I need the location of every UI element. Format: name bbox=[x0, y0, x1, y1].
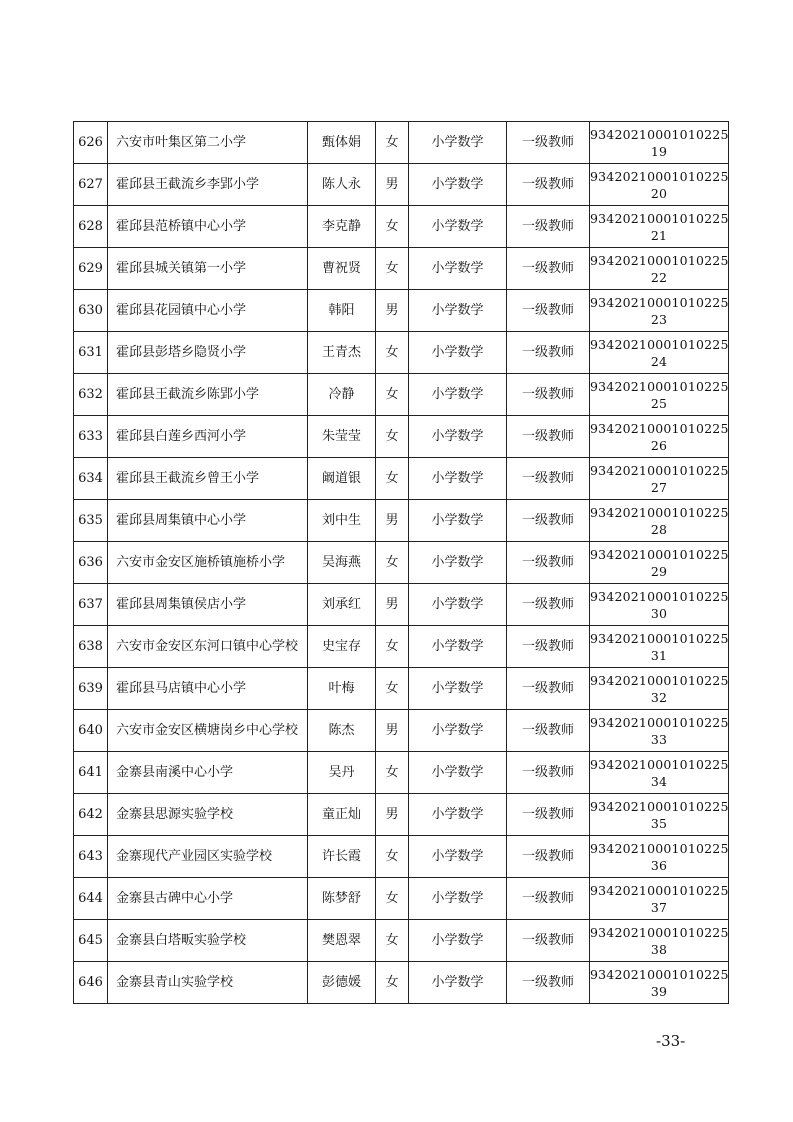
certificate-number-line: 31 bbox=[650, 647, 668, 663]
professional-title-cell: 一级教师 bbox=[507, 626, 590, 668]
teacher-name-cell: 史宝存 bbox=[308, 626, 376, 668]
school-name-cell: 霍邱县范桥镇中心小学 bbox=[108, 206, 308, 248]
certificate-number-line: 93420210001010225 bbox=[590, 420, 729, 436]
certificate-number-line: 93420210001010225 bbox=[590, 756, 729, 772]
gender-cell: 女 bbox=[376, 332, 409, 374]
subject-cell: 小学数学 bbox=[409, 248, 507, 290]
certificate-number-line: 93420210001010225 bbox=[590, 924, 729, 940]
certificate-number-line: 19 bbox=[650, 143, 668, 159]
professional-title-cell: 一级教师 bbox=[507, 584, 590, 626]
subject-cell: 小学数学 bbox=[409, 752, 507, 794]
certificate-number-line: 33 bbox=[650, 731, 668, 747]
table-row bbox=[74, 248, 729, 290]
certificate-number-line: 93420210001010225 bbox=[590, 378, 729, 394]
teacher-name-cell: 阚道银 bbox=[308, 458, 376, 500]
row-number-cell: 634 bbox=[74, 458, 108, 500]
table-row bbox=[74, 710, 729, 752]
school-name-cell: 六安市金安区施桥镇施桥小学 bbox=[108, 542, 308, 584]
row-number-cell: 640 bbox=[74, 710, 108, 752]
certificate-number-cell bbox=[590, 500, 729, 542]
teacher-list-table bbox=[73, 121, 729, 1004]
professional-title-cell: 一级教师 bbox=[507, 248, 590, 290]
teacher-name-cell: 冷静 bbox=[308, 374, 376, 416]
gender-cell: 男 bbox=[376, 584, 409, 626]
school-name-cell: 金寨县古碑中心小学 bbox=[108, 878, 308, 920]
subject-cell: 小学数学 bbox=[409, 626, 507, 668]
professional-title-cell: 一级教师 bbox=[507, 206, 590, 248]
professional-title-cell: 一级教师 bbox=[507, 836, 590, 878]
professional-title-cell: 一级教师 bbox=[507, 752, 590, 794]
school-name-cell: 金寨县青山实验学校 bbox=[108, 962, 308, 1004]
table-row bbox=[74, 836, 729, 878]
subject-cell: 小学数学 bbox=[409, 290, 507, 332]
certificate-number-line: 38 bbox=[650, 941, 668, 957]
table-row bbox=[74, 626, 729, 668]
school-name-cell: 霍邱县花园镇中心小学 bbox=[108, 290, 308, 332]
gender-cell: 女 bbox=[376, 836, 409, 878]
certificate-number-cell bbox=[590, 164, 729, 206]
row-number-cell: 630 bbox=[74, 290, 108, 332]
subject-cell: 小学数学 bbox=[409, 920, 507, 962]
professional-title-cell: 一级教师 bbox=[507, 668, 590, 710]
table-row bbox=[74, 374, 729, 416]
certificate-number-line: 93420210001010225 bbox=[590, 504, 729, 520]
school-name-cell: 霍邱县白莲乡西河小学 bbox=[108, 416, 308, 458]
row-number-cell: 628 bbox=[74, 206, 108, 248]
certificate-number-line: 93420210001010225 bbox=[590, 168, 729, 184]
teacher-name-cell: 陈杰 bbox=[308, 710, 376, 752]
subject-cell: 小学数学 bbox=[409, 668, 507, 710]
gender-cell: 女 bbox=[376, 416, 409, 458]
gender-cell: 男 bbox=[376, 710, 409, 752]
row-number-cell: 627 bbox=[74, 164, 108, 206]
subject-cell: 小学数学 bbox=[409, 332, 507, 374]
gender-cell: 女 bbox=[376, 374, 409, 416]
teacher-name-cell: 朱莹莹 bbox=[308, 416, 376, 458]
teacher-name-cell: 曹祝贤 bbox=[308, 248, 376, 290]
table-row bbox=[74, 290, 729, 332]
gender-cell: 女 bbox=[376, 920, 409, 962]
gender-cell: 女 bbox=[376, 122, 409, 164]
row-number-cell: 636 bbox=[74, 542, 108, 584]
certificate-number-line: 93420210001010225 bbox=[590, 336, 729, 352]
professional-title-cell: 一级教师 bbox=[507, 416, 590, 458]
certificate-number-line: 25 bbox=[650, 395, 668, 411]
row-number-cell: 646 bbox=[74, 962, 108, 1004]
table-row bbox=[74, 500, 729, 542]
subject-cell: 小学数学 bbox=[409, 374, 507, 416]
row-number-cell: 629 bbox=[74, 248, 108, 290]
school-name-cell: 六安市金安区横塘岗乡中心学校 bbox=[108, 710, 308, 752]
certificate-number-line: 93420210001010225 bbox=[590, 798, 729, 814]
certificate-number-cell bbox=[590, 668, 729, 710]
school-name-cell: 霍邱县城关镇第一小学 bbox=[108, 248, 308, 290]
certificate-number-cell bbox=[590, 962, 729, 1004]
school-name-cell: 六安市金安区东河口镇中心学校 bbox=[108, 626, 308, 668]
professional-title-cell: 一级教师 bbox=[507, 164, 590, 206]
teacher-name-cell: 彭德媛 bbox=[308, 962, 376, 1004]
table-row bbox=[74, 878, 729, 920]
school-name-cell: 霍邱县王截流乡陈郢小学 bbox=[108, 374, 308, 416]
professional-title-cell: 一级教师 bbox=[507, 794, 590, 836]
certificate-number-line: 93420210001010225 bbox=[590, 840, 729, 856]
certificate-number-line: 93420210001010225 bbox=[590, 630, 729, 646]
professional-title-cell: 一级教师 bbox=[507, 458, 590, 500]
row-number-cell: 626 bbox=[74, 122, 108, 164]
school-name-cell: 霍邱县彭塔乡隐贤小学 bbox=[108, 332, 308, 374]
gender-cell: 女 bbox=[376, 962, 409, 1004]
gender-cell: 女 bbox=[376, 668, 409, 710]
teacher-name-cell: 樊恩翠 bbox=[308, 920, 376, 962]
subject-cell: 小学数学 bbox=[409, 206, 507, 248]
professional-title-cell: 一级教师 bbox=[507, 332, 590, 374]
certificate-number-line: 22 bbox=[650, 269, 668, 285]
certificate-number-cell bbox=[590, 878, 729, 920]
professional-title-cell: 一级教师 bbox=[507, 122, 590, 164]
teacher-name-cell: 李克静 bbox=[308, 206, 376, 248]
certificate-number-line: 21 bbox=[650, 227, 668, 243]
teacher-name-cell: 刘中生 bbox=[308, 500, 376, 542]
certificate-number-line: 24 bbox=[650, 353, 668, 369]
certificate-number-line: 32 bbox=[650, 689, 668, 705]
teacher-name-cell: 刘承红 bbox=[308, 584, 376, 626]
certificate-number-cell bbox=[590, 710, 729, 752]
subject-cell: 小学数学 bbox=[409, 500, 507, 542]
row-number-cell: 641 bbox=[74, 752, 108, 794]
subject-cell: 小学数学 bbox=[409, 584, 507, 626]
teacher-name-cell: 陈人永 bbox=[308, 164, 376, 206]
school-name-cell: 六安市叶集区第二小学 bbox=[108, 122, 308, 164]
row-number-cell: 638 bbox=[74, 626, 108, 668]
professional-title-cell: 一级教师 bbox=[507, 710, 590, 752]
certificate-number-cell bbox=[590, 626, 729, 668]
certificate-number-line: 26 bbox=[650, 437, 668, 453]
page-number: -33- bbox=[656, 1032, 686, 1050]
gender-cell: 女 bbox=[376, 248, 409, 290]
certificate-number-line: 93420210001010225 bbox=[590, 462, 729, 478]
gender-cell: 女 bbox=[376, 626, 409, 668]
table-row bbox=[74, 542, 729, 584]
certificate-number-line: 37 bbox=[650, 899, 668, 915]
certificate-number-cell bbox=[590, 458, 729, 500]
certificate-number-cell bbox=[590, 542, 729, 584]
certificate-number-line: 93420210001010225 bbox=[590, 588, 729, 604]
certificate-number-cell bbox=[590, 122, 729, 164]
certificate-number-line: 93420210001010225 bbox=[590, 714, 729, 730]
table-row bbox=[74, 332, 729, 374]
certificate-number-cell bbox=[590, 248, 729, 290]
certificate-number-line: 35 bbox=[650, 815, 668, 831]
row-number-cell: 643 bbox=[74, 836, 108, 878]
school-name-cell: 霍邱县王截流乡李郢小学 bbox=[108, 164, 308, 206]
table-body bbox=[74, 122, 729, 1004]
school-name-cell: 金寨现代产业园区实验学校 bbox=[108, 836, 308, 878]
row-number-cell: 642 bbox=[74, 794, 108, 836]
certificate-number-cell bbox=[590, 332, 729, 374]
subject-cell: 小学数学 bbox=[409, 416, 507, 458]
table-row bbox=[74, 920, 729, 962]
table-row bbox=[74, 962, 729, 1004]
row-number-cell: 635 bbox=[74, 500, 108, 542]
table-row bbox=[74, 164, 729, 206]
subject-cell: 小学数学 bbox=[409, 542, 507, 584]
certificate-number-cell bbox=[590, 584, 729, 626]
teacher-name-cell: 王青杰 bbox=[308, 332, 376, 374]
subject-cell: 小学数学 bbox=[409, 122, 507, 164]
professional-title-cell: 一级教师 bbox=[507, 920, 590, 962]
professional-title-cell: 一级教师 bbox=[507, 290, 590, 332]
table-row bbox=[74, 668, 729, 710]
row-number-cell: 645 bbox=[74, 920, 108, 962]
teacher-name-cell: 甄体娟 bbox=[308, 122, 376, 164]
certificate-number-line: 34 bbox=[650, 773, 668, 789]
certificate-number-cell bbox=[590, 206, 729, 248]
teacher-list-table-container bbox=[73, 121, 728, 1004]
gender-cell: 男 bbox=[376, 500, 409, 542]
certificate-number-cell bbox=[590, 836, 729, 878]
subject-cell: 小学数学 bbox=[409, 836, 507, 878]
certificate-number-cell bbox=[590, 752, 729, 794]
school-name-cell: 霍邱县周集镇中心小学 bbox=[108, 500, 308, 542]
certificate-number-line: 23 bbox=[650, 311, 668, 327]
teacher-name-cell: 吴丹 bbox=[308, 752, 376, 794]
professional-title-cell: 一级教师 bbox=[507, 500, 590, 542]
certificate-number-line: 27 bbox=[650, 479, 668, 495]
certificate-number-line: 93420210001010225 bbox=[590, 672, 729, 688]
certificate-number-line: 93420210001010225 bbox=[590, 882, 729, 898]
certificate-number-line: 93420210001010225 bbox=[590, 126, 729, 142]
certificate-number-line: 30 bbox=[650, 605, 668, 621]
table-row bbox=[74, 794, 729, 836]
professional-title-cell: 一级教师 bbox=[507, 962, 590, 1004]
row-number-cell: 633 bbox=[74, 416, 108, 458]
table-row bbox=[74, 584, 729, 626]
gender-cell: 男 bbox=[376, 164, 409, 206]
teacher-name-cell: 陈梦舒 bbox=[308, 878, 376, 920]
certificate-number-line: 93420210001010225 bbox=[590, 210, 729, 226]
school-name-cell: 霍邱县马店镇中心小学 bbox=[108, 668, 308, 710]
certificate-number-cell bbox=[590, 920, 729, 962]
row-number-cell: 644 bbox=[74, 878, 108, 920]
gender-cell: 男 bbox=[376, 794, 409, 836]
certificate-number-line: 93420210001010225 bbox=[590, 294, 729, 310]
professional-title-cell: 一级教师 bbox=[507, 542, 590, 584]
certificate-number-cell bbox=[590, 374, 729, 416]
gender-cell: 女 bbox=[376, 542, 409, 584]
row-number-cell: 632 bbox=[74, 374, 108, 416]
row-number-cell: 639 bbox=[74, 668, 108, 710]
gender-cell: 男 bbox=[376, 290, 409, 332]
subject-cell: 小学数学 bbox=[409, 962, 507, 1004]
subject-cell: 小学数学 bbox=[409, 794, 507, 836]
teacher-name-cell: 童正灿 bbox=[308, 794, 376, 836]
certificate-number-line: 39 bbox=[650, 983, 668, 999]
table-row bbox=[74, 752, 729, 794]
school-name-cell: 霍邱县王截流乡曾王小学 bbox=[108, 458, 308, 500]
certificate-number-line: 93420210001010225 bbox=[590, 252, 729, 268]
subject-cell: 小学数学 bbox=[409, 878, 507, 920]
school-name-cell: 金寨县白塔畈实验学校 bbox=[108, 920, 308, 962]
table-row bbox=[74, 416, 729, 458]
school-name-cell: 金寨县南溪中心小学 bbox=[108, 752, 308, 794]
row-number-cell: 631 bbox=[74, 332, 108, 374]
certificate-number-line: 28 bbox=[650, 521, 668, 537]
certificate-number-cell bbox=[590, 794, 729, 836]
certificate-number-line: 93420210001010225 bbox=[590, 966, 729, 982]
certificate-number-line: 93420210001010225 bbox=[590, 546, 729, 562]
gender-cell: 女 bbox=[376, 878, 409, 920]
table-row bbox=[74, 458, 729, 500]
gender-cell: 女 bbox=[376, 752, 409, 794]
row-number-cell: 637 bbox=[74, 584, 108, 626]
professional-title-cell: 一级教师 bbox=[507, 878, 590, 920]
subject-cell: 小学数学 bbox=[409, 458, 507, 500]
teacher-name-cell: 许长霞 bbox=[308, 836, 376, 878]
certificate-number-line: 36 bbox=[650, 857, 668, 873]
professional-title-cell: 一级教师 bbox=[507, 374, 590, 416]
subject-cell: 小学数学 bbox=[409, 164, 507, 206]
teacher-name-cell: 吴海燕 bbox=[308, 542, 376, 584]
certificate-number-line: 29 bbox=[650, 563, 668, 579]
table-row bbox=[74, 122, 729, 164]
school-name-cell: 金寨县思源实验学校 bbox=[108, 794, 308, 836]
certificate-number-cell bbox=[590, 290, 729, 332]
certificate-number-line: 20 bbox=[650, 185, 668, 201]
gender-cell: 女 bbox=[376, 458, 409, 500]
gender-cell: 女 bbox=[376, 206, 409, 248]
subject-cell: 小学数学 bbox=[409, 710, 507, 752]
school-name-cell: 霍邱县周集镇侯店小学 bbox=[108, 584, 308, 626]
certificate-number-cell bbox=[590, 416, 729, 458]
teacher-name-cell: 叶梅 bbox=[308, 668, 376, 710]
teacher-name-cell: 韩阳 bbox=[308, 290, 376, 332]
table-row bbox=[74, 206, 729, 248]
